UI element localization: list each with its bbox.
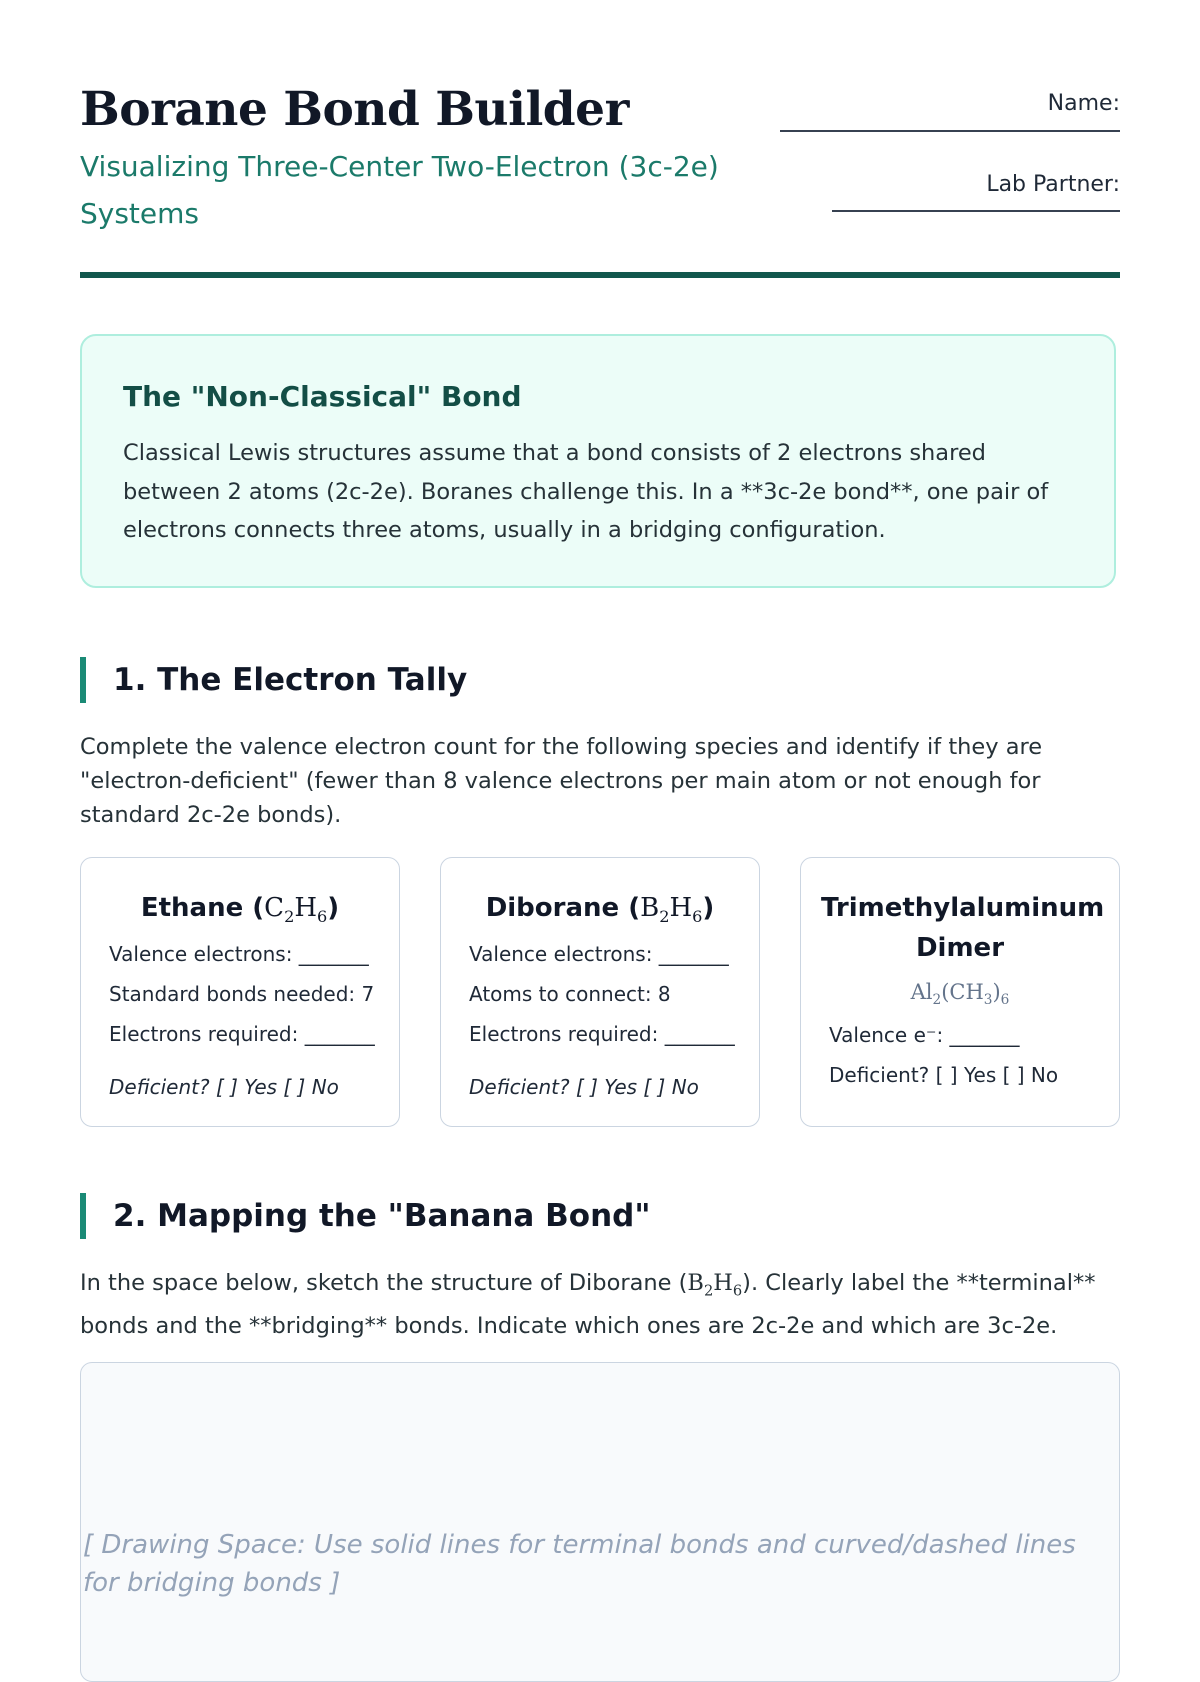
section-2-heading: 2. Mapping the "Banana Bond" bbox=[80, 1193, 650, 1239]
page-subtitle: Visualizing Three-Center Two-Electron (3c-2e) Systems bbox=[80, 150, 719, 230]
section-1-heading: 1. The Electron Tally bbox=[80, 657, 467, 703]
intro-body: Classical Lewis structures assume that a bond consists of 2 electrons shared between 2 atoms (2c-2e). Boranes challenge this. In a **3c-2e bond**, one pair of electrons connects three atoms, usually in a bridging configuration. bbox=[123, 440, 1049, 543]
valence-electrons-field[interactable]: Valence electrons: _______ bbox=[469, 942, 729, 966]
header-divider bbox=[80, 272, 1120, 278]
worksheet-page bbox=[80, 0, 1120, 1598]
page-title: Borane Bond Builder bbox=[80, 82, 629, 137]
intro-callout bbox=[80, 334, 1116, 588]
card-ethane bbox=[80, 857, 400, 1127]
electrons-required-field[interactable]: Electrons required: _______ bbox=[109, 1022, 375, 1046]
card-title: Diborane $(B_2H_6)$ bbox=[485, 893, 715, 927]
formula: $B_2H_6$ bbox=[640, 893, 703, 927]
valence-electrons-field[interactable]: Valence electrons: _______ bbox=[109, 942, 369, 966]
card-trimethylaluminum bbox=[800, 857, 1120, 1127]
card-name: Diborane ( bbox=[485, 893, 641, 923]
intro-heading: The "Non-Classical" Bond bbox=[123, 380, 522, 413]
section-2-instructions: In the space below, sketch the structure of Diborane $(B_2H_6)$. Clearly label the **terminal** bonds and the **bridging** bonds. Indicate which ones are 2c-2e and which are 3c-2e. bbox=[80, 1270, 1096, 1339]
section-1-instructions: Complete the valence electron count for the following species and identify if they are "electron-deficient" (fewer than 8 valence electrons per main atom or not enough for standard 2c-2e bonds). bbox=[80, 734, 1043, 828]
card-diborane bbox=[440, 857, 760, 1127]
card-title: Trimethylaluminum Dimer bbox=[821, 893, 1105, 963]
deficient-checkbox[interactable]: Deficient? [ ] Yes [ ] No bbox=[829, 1063, 1059, 1087]
name-field[interactable] bbox=[780, 130, 1120, 132]
name-label: Name: bbox=[1047, 91, 1120, 116]
formula: $C_2H_6$ bbox=[264, 893, 328, 927]
card-name: Ethane ( bbox=[140, 893, 265, 923]
standard-bonds-text: Standard bonds needed: 7 bbox=[109, 982, 375, 1006]
deficient-checkbox[interactable]: Deficient? [ ] Yes [ ] No bbox=[469, 1075, 699, 1099]
formula: $Al_2(CH_3)_6$ bbox=[910, 980, 1010, 1009]
deficient-checkbox[interactable]: Deficient? [ ] Yes [ ] No bbox=[109, 1075, 339, 1099]
lab-partner-field[interactable] bbox=[832, 210, 1120, 212]
electrons-required-field[interactable]: Electrons required: _______ bbox=[469, 1022, 735, 1046]
valence-electrons-field[interactable]: Valence e⁻: _______ bbox=[829, 1023, 1020, 1047]
drawing-hint: [ Drawing Space: Use solid lines for terminal bonds and curved/dashed lines for bridging bonds ] bbox=[83, 1530, 1076, 1598]
lab-partner-label: Lab Partner: bbox=[986, 172, 1120, 197]
worksheet-header bbox=[80, 0, 1120, 282]
card-title: Ethane $(C_2H_6)$ bbox=[140, 893, 340, 927]
drawing-space[interactable] bbox=[80, 1362, 1120, 1682]
formula: $B_2H_6$ bbox=[687, 1270, 743, 1300]
atoms-to-connect-text: Atoms to connect: 8 bbox=[469, 982, 671, 1006]
